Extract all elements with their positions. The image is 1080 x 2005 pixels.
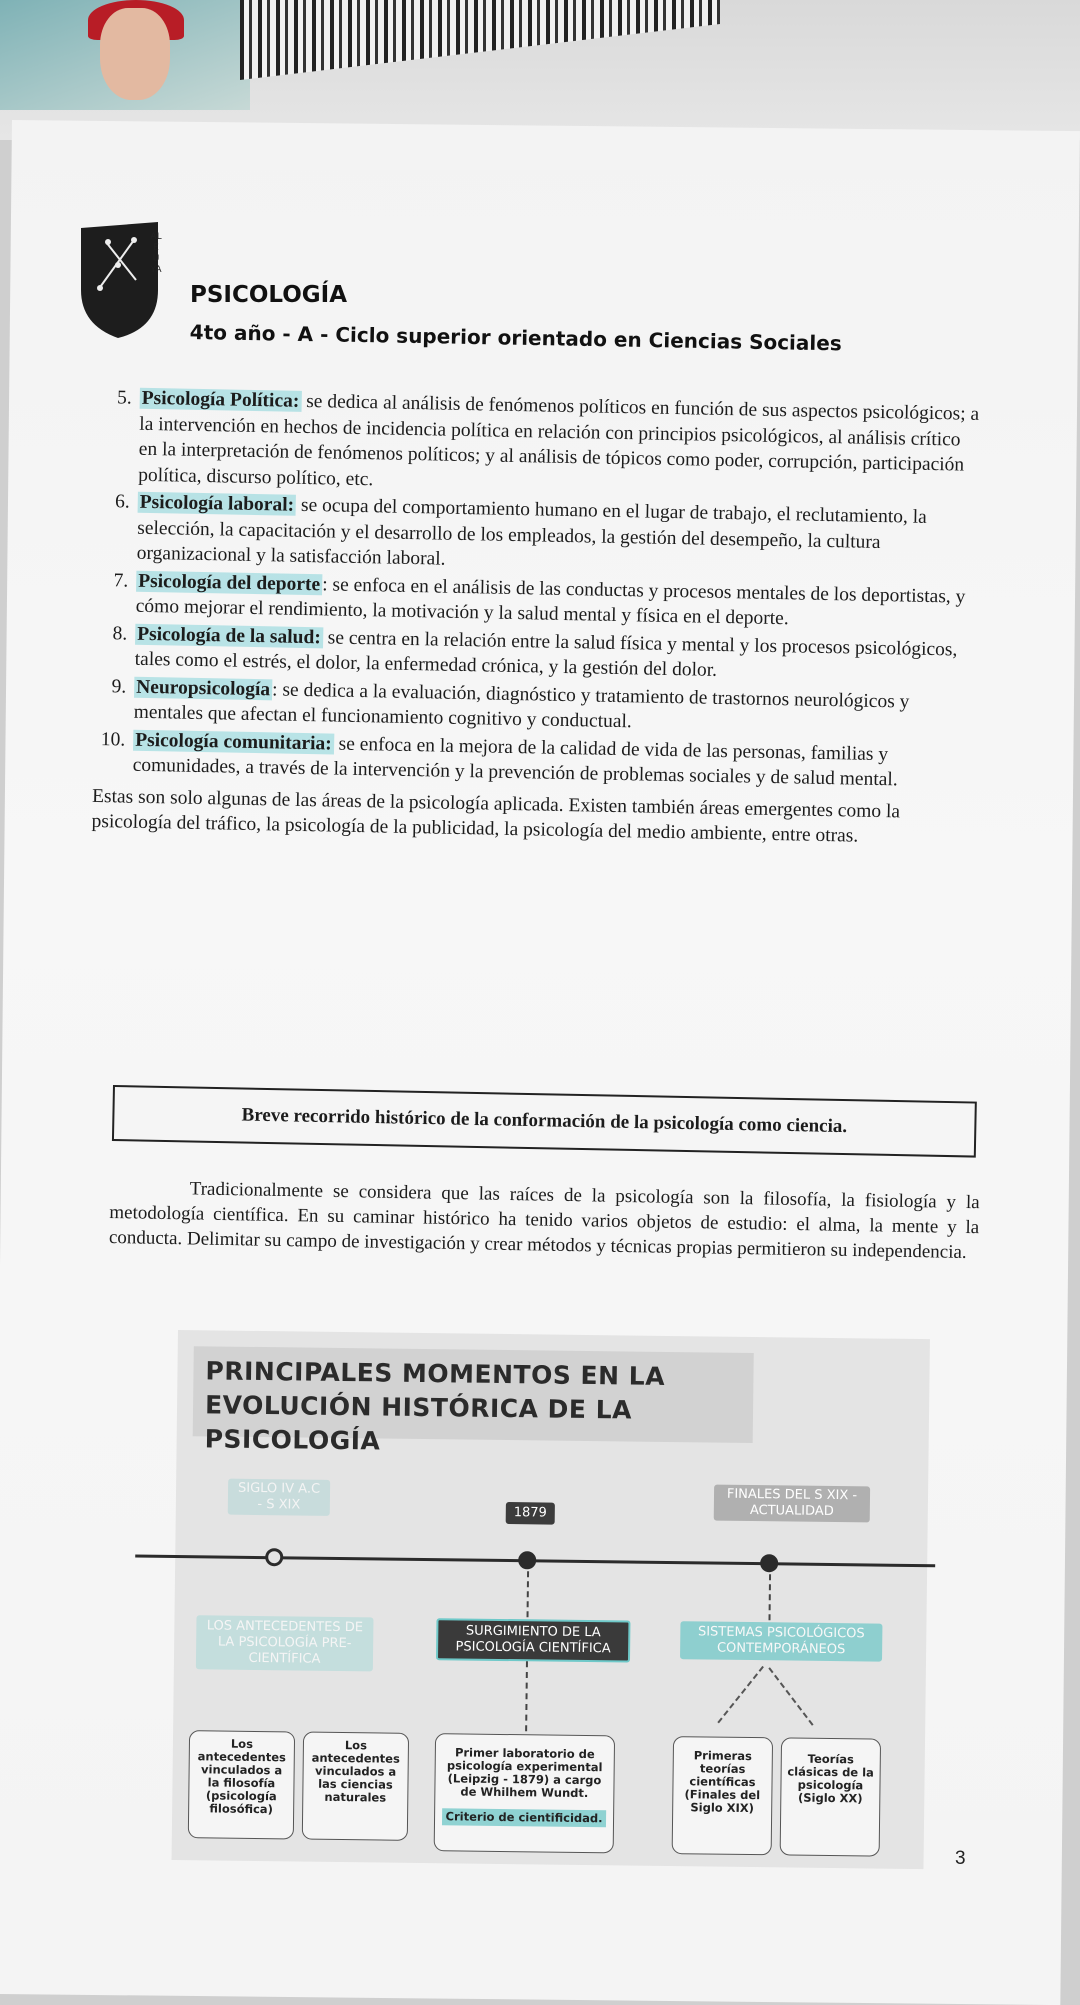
timeline-marker bbox=[760, 1554, 778, 1572]
area-term: Psicología de la salud: bbox=[137, 623, 322, 648]
connector-line bbox=[768, 1667, 813, 1725]
area-description: se centra en la relación entre la salud física y mental y los procesos psicológicos, tales como el estrés, el dolor, la enfermedad crónica, y la gestión del dolor. bbox=[134, 626, 958, 681]
postcard-photo bbox=[0, 0, 250, 110]
period-prescientific: LOS ANTECEDENTES DE LA PSICOLOGÍA PRE-CIENTÍFICA bbox=[196, 1615, 374, 1671]
criterion-note: Criterio de cientificidad. bbox=[441, 1808, 606, 1827]
connector-line bbox=[717, 1666, 764, 1723]
timeline-marker bbox=[518, 1551, 536, 1569]
area-description: se enfoca en la mejora de la calidad de vida de las personas, familias y comunidades, a través de la intervención y la prevención de problemas sociales y de salud mental. bbox=[132, 733, 898, 791]
timeline-marker bbox=[265, 1548, 283, 1566]
list-item: 8. Psicología de la salud: se centra en la relación entre la salud física y mental y los procesos psicológicos, tales como el estrés, el dolor, la enfermedad crónica, y la gestión del dolor. bbox=[112, 622, 958, 681]
list-item: 7. Psicología del deporte: se enfoca en el análisis de las conductas y procesos mentales de los deportistas, y cómo mejorar el rendimiento, la motivación y la salud mental y física en el deporte. bbox=[113, 569, 966, 630]
card-first-laboratory: Primer laboratorio de psicología experimental (Leipzig - 1879) a cargo de Whilhem Wundt. Criterio de cientificidad. bbox=[434, 1733, 615, 1853]
connector-line bbox=[527, 1571, 530, 1617]
era-label-1879: 1879 bbox=[506, 1502, 555, 1525]
area-term: Psicología Política: bbox=[141, 387, 300, 412]
area-description: : se enfoca en el análisis de las conductas y procesos mentales de los deportistas, y cómo mejorar el rendimiento, la motivación y la salud mental y física en el deporte. bbox=[135, 573, 966, 630]
period-contemporary: SISTEMAS PSICOLÓGICOS CONTEMPORÁNEOS bbox=[680, 1621, 882, 1661]
section-title-box: Breve recorrido histórico de la conformación de la psicología como ciencia. bbox=[112, 1085, 977, 1158]
connector-line bbox=[768, 1574, 771, 1620]
area-description: se dedica al análisis de fenómenos políticos en función de sus aspectos psicológicos; a la intervención en hechos de incidencia política en relación con principios psicológicos, al análisis crítico en la interpretación de fenómenos políticos; y al análisis de tópicos como poder, corrupción, participación política, discurso político, etc. bbox=[138, 390, 980, 490]
subject-title: PSICOLOGÍA bbox=[190, 282, 348, 308]
closing-paragraph: Estas son solo algunas de las áreas de la psicología aplicada. Existen también áreas emergentes como la psicología del tráfico, la psicología de la publicidad, la psicología del medio ambiente, entre otras. bbox=[91, 785, 901, 847]
area-term: Psicología comunitaria: bbox=[134, 729, 332, 755]
area-term: Psicología laboral: bbox=[139, 491, 295, 516]
area-term: Neuropsicología bbox=[136, 676, 271, 700]
card-classic-theories: Teorías clásicas de la psicología (Siglo XX) bbox=[780, 1737, 881, 1856]
period-scientific: SURGIMIENTO DE LA PSICOLOGÍA CIENTÍFICA bbox=[436, 1618, 630, 1662]
list-item: 10. Psicología comunitaria: se enfoca en la mejora de la calidad de vida de las personas, familias y comunidades, a través de la intervención y la prevención de problemas sociales y de salud mental. bbox=[100, 728, 898, 791]
card-first-theories: Primeras teorías científicas (Finales del Siglo XIX) bbox=[672, 1736, 773, 1855]
era-label-antiquity: SIGLO IV A.C - S XIX bbox=[228, 1479, 330, 1516]
list-item: 6. Psicología laboral: se ocupa del comportamiento humano en el lugar de trabajo, el reclutamiento, la selección, la capacitación y el desarrollo de los empleados, la gestión del desempeño, la cultura organizacional y la satisfacción laboral. bbox=[114, 491, 927, 570]
area-description: se ocupa del comportamiento humano en el lugar de trabajo, el reclutamiento, la selección, la capacitación y el desarrollo de los empleados, la gestión del desempeño, la cultura organizacional y la satisfacción laboral. bbox=[136, 494, 927, 570]
course-subtitle: 4to año - A - Ciclo superior orientado en Ciencias Sociales bbox=[189, 320, 842, 356]
face-image bbox=[100, 8, 170, 100]
list-item: 9. Neuropsicología: se dedica a la evaluación, diagnóstico y tratamiento de trastornos neurológicos y mentales que afectan el funcionamiento cognitivo y conductual. bbox=[111, 675, 910, 733]
page-number: 3 bbox=[955, 1848, 966, 1869]
connector-line bbox=[525, 1661, 528, 1731]
card-philosophy: Los antecedentes vinculados a la filosofía (psicología filosófica) bbox=[188, 1730, 295, 1839]
areas-list bbox=[92, 385, 979, 794]
history-infographic bbox=[172, 1330, 930, 1869]
infographic-title: PRINCIPALES MOMENTOS EN LA EVOLUCIÓN HISTÓRICA DE LA PSICOLOGÍA bbox=[193, 1346, 754, 1443]
areas-section bbox=[91, 385, 979, 851]
list-item: 5. Psicología Política: se dedica al análisis de fenómenos políticos en función de sus aspectos psicológicos; a la intervención en hechos de incidencia política en relación con principios psicológicos, al análisis crítico en la interpretación de fenómenos políticos; y al análisis de tópicos como poder, corrupción, participación política, discurso político, etc. bbox=[116, 387, 980, 490]
school-name-vertical: ALEUYA bbox=[150, 232, 162, 275]
era-label-modern: FINALES DEL S XIX - ACTUALIDAD bbox=[714, 1485, 870, 1523]
card-natural-sciences: Los antecedentes vinculados a las ciencias naturales bbox=[302, 1732, 409, 1841]
area-description: : se dedica a la evaluación, diagnóstico y tratamiento de trastornos neurológicos y mentales que afectan el funcionamiento cognitivo y conductual. bbox=[133, 678, 910, 733]
area-term: Psicología del deporte bbox=[138, 570, 321, 595]
intro-paragraph: Tradicionalmente se considera que las raíces de la psicología son la filosofía, la fisiología y la metodología científica. En su caminar histórico ha tenido varios objetos de estudio: el alma, la mente y la conducta. Delimitar su campo de investigación y crear métodos y técnicas propias permitieron su independencia. bbox=[108, 1178, 980, 1263]
